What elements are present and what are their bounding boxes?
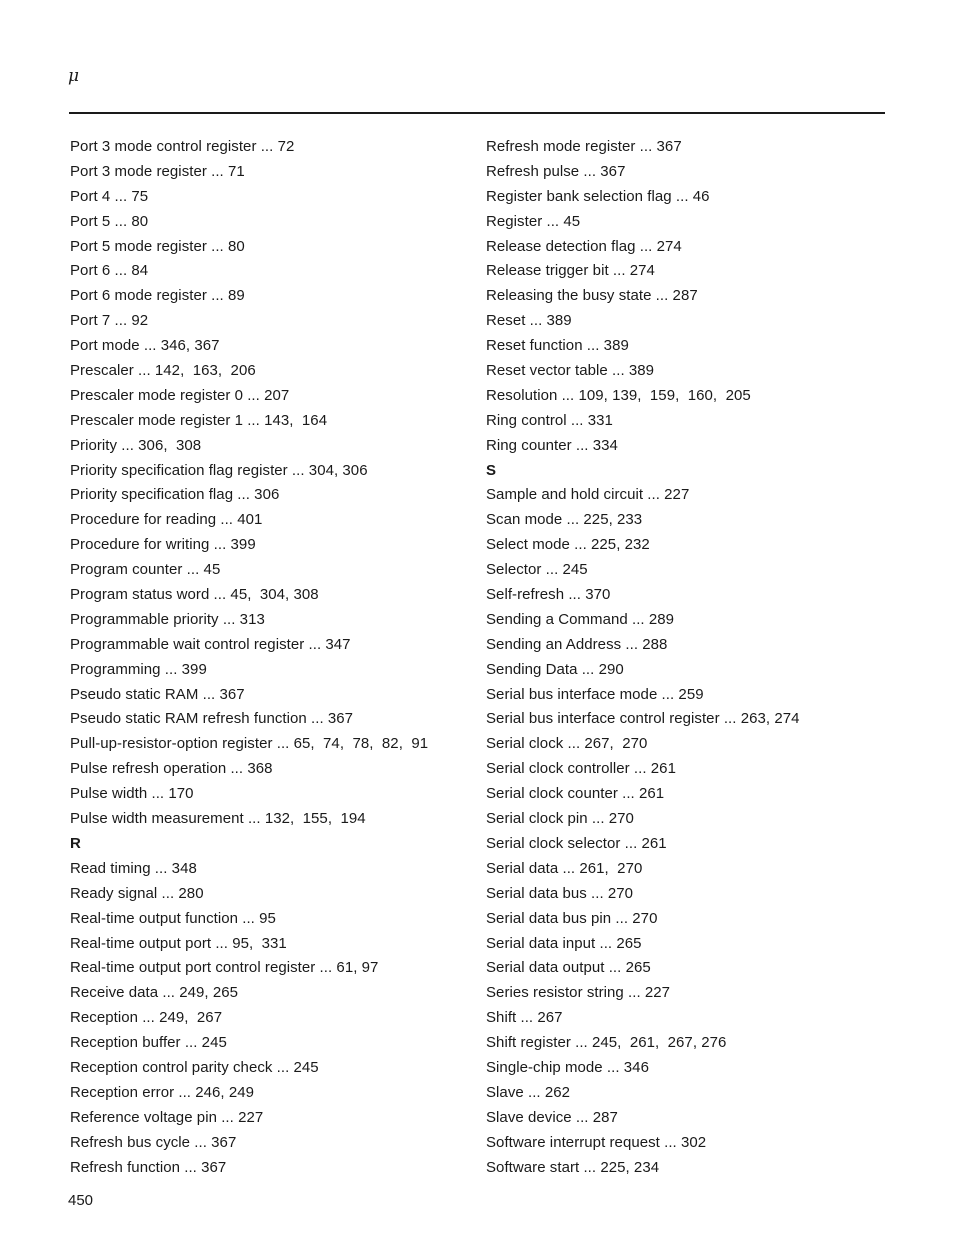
index-entry: Serial bus interface control register ... 263, 274 bbox=[486, 710, 800, 728]
index-entry: Series resistor string ... 227 bbox=[486, 984, 671, 1002]
index-entry: Single-chip mode ... 346 bbox=[486, 1058, 649, 1076]
index-entry: Program counter ... 45 bbox=[70, 561, 221, 579]
index-column-left bbox=[70, 135, 470, 1180]
index-entry: Prescaler ... 142, 163, 206 bbox=[70, 362, 256, 380]
index-entry: Serial bus interface mode ... 259 bbox=[486, 685, 704, 703]
index-entry: Priority specification flag register ... 304, 306 bbox=[70, 461, 368, 479]
index-entry: Serial clock counter ... 261 bbox=[486, 785, 665, 803]
index-entry: Slave device ... 287 bbox=[486, 1108, 618, 1126]
index-entry: Ready signal ... 280 bbox=[70, 884, 204, 902]
index-entry: Refresh bus cycle ... 367 bbox=[70, 1133, 237, 1151]
index-entry: Serial clock selector ... 261 bbox=[486, 834, 667, 852]
index-entry: Pulse width ... 170 bbox=[70, 785, 194, 803]
index-entry: Programmable wait control register ... 347 bbox=[70, 635, 351, 653]
index-entry: Port 4 ... 75 bbox=[70, 187, 149, 205]
index-entry: Port 5 ... 80 bbox=[70, 212, 149, 230]
index-entry: Prescaler mode register 0 ... 207 bbox=[70, 386, 290, 404]
index-entry: Serial clock controller ... 261 bbox=[486, 760, 676, 778]
index-entry: Serial data bus ... 270 bbox=[486, 884, 634, 902]
index-entry: Refresh pulse ... 367 bbox=[486, 162, 626, 180]
index-entry: Serial data output ... 265 bbox=[486, 959, 651, 977]
index-entry: Port 3 mode register ... 71 bbox=[70, 162, 245, 180]
index-entry: Reset function ... 389 bbox=[486, 337, 629, 355]
index-entry: Pull-up-resistor-option register ... 65, 74, 78, 82, 91 bbox=[70, 735, 429, 753]
index-entry: Release trigger bit ... 274 bbox=[486, 262, 655, 280]
index-entry: Real-time output function ... 95 bbox=[70, 909, 276, 927]
index-entry: Register ... 45 bbox=[486, 212, 581, 230]
header-divider bbox=[69, 112, 885, 114]
index-entry: Procedure for reading ... 401 bbox=[70, 511, 263, 529]
index-entry: Selector ... 245 bbox=[486, 561, 588, 579]
index-entry: Shift register ... 245, 261, 267, 276 bbox=[486, 1034, 727, 1052]
index-entry: Ring counter ... 334 bbox=[486, 436, 618, 454]
index-entry: Releasing the busy state ... 287 bbox=[486, 287, 698, 305]
index-entry: Programming ... 399 bbox=[70, 660, 207, 678]
index-section-letter: S bbox=[486, 461, 497, 479]
index-entry: Resolution ... 109, 139, 159, 160, 205 bbox=[486, 386, 751, 404]
index-entry: Port 3 mode control register ... 72 bbox=[70, 138, 295, 155]
index-entry: Port 5 mode register ... 80 bbox=[70, 237, 245, 255]
index-entry: Reception ... 249, 267 bbox=[70, 1009, 223, 1027]
index-entry: Shift ... 267 bbox=[486, 1009, 563, 1027]
index-entry: Pulse width measurement ... 132, 155, 194 bbox=[70, 810, 366, 828]
index-entry: Serial clock ... 267, 270 bbox=[486, 735, 648, 753]
index-entry: Ring control ... 331 bbox=[486, 411, 613, 429]
index-entry: Programmable priority ... 313 bbox=[70, 610, 265, 628]
index-entry: Port 6 mode register ... 89 bbox=[70, 287, 245, 305]
index-entry: Select mode ... 225, 232 bbox=[486, 536, 650, 554]
index-entry: Receive data ... 249, 265 bbox=[70, 984, 239, 1002]
index-entry: Pseudo static RAM refresh function ... 367 bbox=[70, 710, 354, 728]
index-column-right bbox=[486, 135, 886, 1180]
index-entry: Reference voltage pin ... 227 bbox=[70, 1108, 264, 1126]
index-entry: Procedure for writing ... 399 bbox=[70, 536, 256, 554]
index-entry: Priority specification flag ... 306 bbox=[70, 486, 280, 504]
index-entry: Register bank selection flag ... 46 bbox=[486, 187, 710, 205]
index-entry: Serial data ... 261, 270 bbox=[486, 859, 643, 877]
index-entry: Priority ... 306, 308 bbox=[70, 436, 202, 454]
index-entry: Port 7 ... 92 bbox=[70, 312, 149, 330]
index-entry: Reset vector table ... 389 bbox=[486, 362, 655, 380]
index-entry: Serial clock pin ... 270 bbox=[486, 810, 634, 828]
index-section-letter: R bbox=[70, 834, 81, 852]
index-entry: Port mode ... 346, 367 bbox=[70, 337, 220, 355]
index-entry: Program status word ... 45, 304, 308 bbox=[70, 586, 319, 604]
index-entry: Pseudo static RAM ... 367 bbox=[70, 685, 245, 703]
index-entry: Scan mode ... 225, 233 bbox=[486, 511, 643, 529]
index-entry: Slave ... 262 bbox=[486, 1083, 571, 1101]
index-entry: Release detection flag ... 274 bbox=[486, 237, 682, 255]
header-mu-mark: μ bbox=[68, 66, 80, 86]
index-entry: Software start ... 225, 234 bbox=[486, 1158, 660, 1176]
index-entry: Sample and hold circuit ... 227 bbox=[486, 486, 690, 504]
index-entry: Refresh mode register ... 367 bbox=[486, 138, 682, 155]
index-entry: Serial data bus pin ... 270 bbox=[486, 909, 658, 927]
index-entry: Prescaler mode register 1 ... 143, 164 bbox=[70, 411, 328, 429]
index-entry: Read timing ... 348 bbox=[70, 859, 197, 877]
index-entry: Sending an Address ... 288 bbox=[486, 635, 668, 653]
index-entry: Real-time output port control register ... 61, 97 bbox=[70, 959, 379, 977]
index-entry: Reception buffer ... 245 bbox=[70, 1034, 227, 1052]
index-entry: Reception error ... 246, 249 bbox=[70, 1083, 255, 1101]
index-entry: Software interrupt request ... 302 bbox=[486, 1133, 707, 1151]
index-entry: Sending a Command ... 289 bbox=[486, 610, 675, 628]
index-entry: Pulse refresh operation ... 368 bbox=[70, 760, 273, 778]
index-entry: Reception control parity check ... 245 bbox=[70, 1058, 319, 1076]
index-entry: Real-time output port ... 95, 331 bbox=[70, 934, 287, 952]
page-number: 450 bbox=[68, 1192, 94, 1209]
index-entry: Sending Data ... 290 bbox=[486, 660, 624, 678]
index-entry: Port 6 ... 84 bbox=[70, 262, 149, 280]
index-entry: Self-refresh ... 370 bbox=[486, 586, 611, 604]
index-entry: Refresh function ... 367 bbox=[70, 1158, 227, 1176]
index-entry: Serial data input ... 265 bbox=[486, 934, 642, 952]
index-entry: Reset ... 389 bbox=[486, 312, 572, 330]
